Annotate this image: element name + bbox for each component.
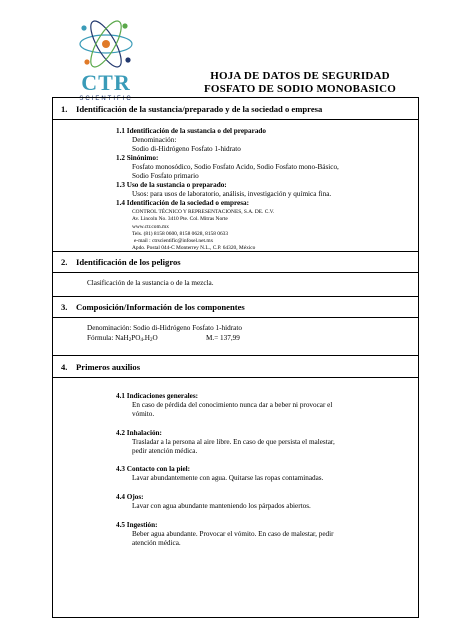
molar-mass: M.= 137,99: [206, 334, 240, 342]
item-1-2-line-a: Fosfato monosódico, Sodio Fosfato Acido, Sodio Fosfato mono-Básico,: [132, 163, 339, 171]
section-1-heading: [61, 104, 322, 114]
ctr-scientific-logo: [62, 10, 150, 102]
item-1-4-title: 1.4 Identificación de la sociedad o empresa:: [116, 199, 250, 207]
item-1-1-line-b: Sodio di-Hidrógeno Fosfato 1-hidrato: [132, 145, 241, 153]
company-address: Av. Lincoln No. 3410 Pte. Col. Mitras Norte: [132, 216, 228, 222]
item-4-4-line-a: Lavar con agua abundante manteniendo los párpados abiertos.: [132, 502, 311, 510]
item-4-1-line-b: vómito.: [132, 410, 155, 418]
company-postal: Apdo. Postal 044-C Monterrey N.L., C.P. 64320, México: [132, 245, 256, 251]
section-3-box: [52, 296, 419, 356]
section-1-box: [52, 97, 419, 252]
section-4-divider: [53, 377, 418, 378]
item-1-3-line-a: Usos: para usos de laboratorio, análisis, investigación y química fina.: [132, 190, 332, 198]
item-4-1-line-a: En caso de pérdida del conocimiento nunca dar a beber ni provocar el: [132, 401, 333, 409]
title-line-2: FOSFATO DE SODIO MONOBASICO: [203, 83, 397, 95]
section-3-number: 3.: [61, 302, 68, 312]
section-2-divider: [53, 272, 418, 273]
item-4-3-line-a: Lavar abundantemente con agua. Quitarse las ropas contaminadas.: [132, 474, 324, 482]
item-4-2-title: 4.2 Inhalación:: [116, 429, 162, 437]
item-4-1-title: 4.1 Indicaciones generales:: [116, 392, 199, 400]
company-website: www.ctr.com.mx: [132, 224, 169, 230]
section-4-title: Primeros auxilios: [76, 362, 141, 372]
company-email: e-mail : ctrscientific@infosel.net.mx: [134, 238, 214, 244]
company-phones: Tels. (81) 8158 0600, 8158 0628, 8158 0633: [132, 231, 229, 237]
item-1-2-line-b: Sodio Fosfato primario: [132, 172, 199, 180]
section-3-divider: [53, 317, 418, 318]
section-2-title: Identificación de los peligros: [76, 257, 181, 267]
section-2-number: 2.: [61, 257, 68, 267]
section-3-denomination: Denominación: Sodio di-Hidrógeno Fosfato 1-hidrato: [87, 324, 242, 332]
logo-brand-text: CTR: [81, 70, 131, 95]
item-1-1-title: 1.1 Identificación de la sustancia o del preparado: [116, 127, 267, 135]
item-4-3-title: 4.3 Contacto con la piel:: [116, 465, 191, 473]
section-1-title: Identificación de la sustancia/preparado y de la sociedad o empresa: [76, 104, 323, 114]
section-4-number: 4.: [61, 362, 68, 372]
logo-tagline-text: SCIENTIFIC: [79, 96, 133, 102]
item-1-3-title: 1.3 Uso de la sustancia o preparado:: [116, 181, 227, 189]
section-2-heading: [61, 257, 181, 267]
section-3-formula: Fórmula: $NaH_2PO_4.H_2O$: [87, 334, 158, 343]
item-1-2-title: 1.2 Sinónimo:: [116, 154, 159, 162]
section-2-box: [52, 251, 419, 297]
company-name: CONTROL TÉCNICO Y REPRESENTACIONES, S.A. DE. C.V.: [132, 209, 275, 215]
section-1-divider: [53, 119, 418, 120]
document-title: [170, 70, 430, 96]
item-4-2-line-a: Trasladar a la persona al aire libre. En caso de que persista el malestar,: [132, 438, 335, 446]
molecule-logo-icon: [62, 10, 150, 102]
item-4-5-line-a: Beber agua abundante. Provocar el vómito. En caso de malestar, pedir: [132, 530, 334, 538]
title-line-1: HOJA DE DATOS DE SEGURIDAD: [210, 70, 390, 82]
section-3-title: Composición/Información de los componentes: [76, 302, 245, 312]
section-1-number: 1.: [61, 104, 68, 114]
section-4-heading: [61, 362, 140, 372]
item-4-5-line-b: atención médica.: [132, 539, 181, 547]
item-4-2-line-b: pedir atención médica.: [132, 447, 198, 455]
item-4-4-title: 4.4 Ojos:: [116, 493, 144, 501]
item-1-1-line-a: Denominación:: [132, 136, 177, 144]
section-2-text: Clasificación de la sustancia o de la mezcla.: [87, 279, 214, 287]
item-4-5-title: 4.5 Ingestión:: [116, 521, 158, 529]
section-3-heading: [61, 302, 245, 312]
section-4-box: [52, 355, 419, 618]
